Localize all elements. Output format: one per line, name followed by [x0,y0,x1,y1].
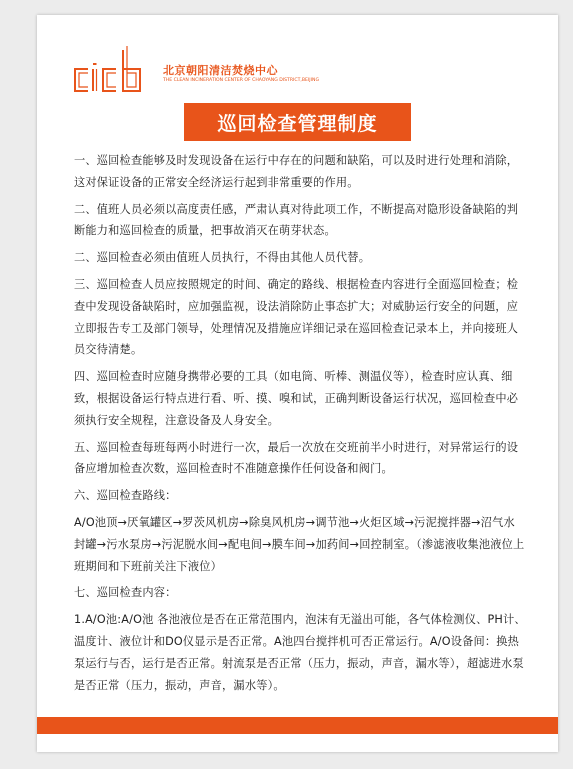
brand-name-en: THE CLEAN INCINERATION CENTER OF CHAOYANG DISTRICT,BEIJING [163,78,319,83]
logo [72,39,319,99]
footer-bar [37,717,558,734]
brand-name-cn: 北京朝阳清洁焚烧中心 [163,64,278,77]
paragraph: 四、巡回检查时应随身携带必要的工具（如电筒、听棒、测温仪等），检查时应认真、细致，根据设备运行特点进行看、听、摸、嗅和试，正确判断设备运行状况，巡回检查中必须执行安全规程，注意设备及人身安全。 [74,370,519,427]
paragraph: 七、巡回检查内容： [74,586,177,600]
cicb-logo-icon [72,42,156,96]
document-title: 巡回检查管理制度 [184,103,411,141]
document-body [74,150,526,701]
paragraph: 一、巡回检查能够及时发现设备在运行中存在的问题和缺陷，可以及时进行处理和消除，这对保证设备的正常安全经济运行起到非常重要的作用。 [74,154,519,189]
paragraph: 三、巡回检查人员应按照规定的时间、确定的路线、根据检查内容进行全面巡回检查；检查中发现设备缺陷时，应加强监视，设法消除防止事态扩大；对威胁运行安全的问题，应立即报告专工及部门领导，处理情况及措施应详细记录在巡回检查记录本上，并向接班人员交待清楚。 [74,277,519,357]
paragraph: 二、巡回检查必须由值班人员执行，不得由其他人员代替。 [74,251,371,265]
paragraph: 二、值班人员必须以高度责任感，严肃认真对待此项工作，不断提高对隐形设备缺陷的判断能力和巡回检查的质量，把事故消灭在萌芽状态。 [74,202,519,238]
document-page [37,15,558,752]
paragraph: A/O池顶→厌氧罐区→罗茨风机房→除臭风机房→调节池→火炬区域→污泥搅拌器→沼气水封罐→污水泵房→污泥脱水间→配电间→膜车间→加药间→回控制室。（渗滤液收集池液位上班期间和下班前关注下液位） [74,515,525,573]
paragraph: 六、巡回检查路线： [74,489,177,503]
paragraph: 1.A/O池:A/O池 各池液位是否在正常范围内，泡沫有无溢出可能，各气体检测仪、PH计、温度计、液位计和DO仪显示是否正常。A池四台搅拌机可否正常运行。A/O设备间：换热泵运行与否，运行是否正常。射流泵是否正常（压力，振动，声音，漏水等），超滤进水泵是否正常（压力，振动，声音，漏水等）。 [74,613,526,692]
paragraph: 五、巡回检查每班每两小时进行一次，最后一次放在交班前半小时进行，对异常运行的设备应增加检查次数，巡回检查时不准随意操作任何设备和阀门。 [74,440,519,476]
